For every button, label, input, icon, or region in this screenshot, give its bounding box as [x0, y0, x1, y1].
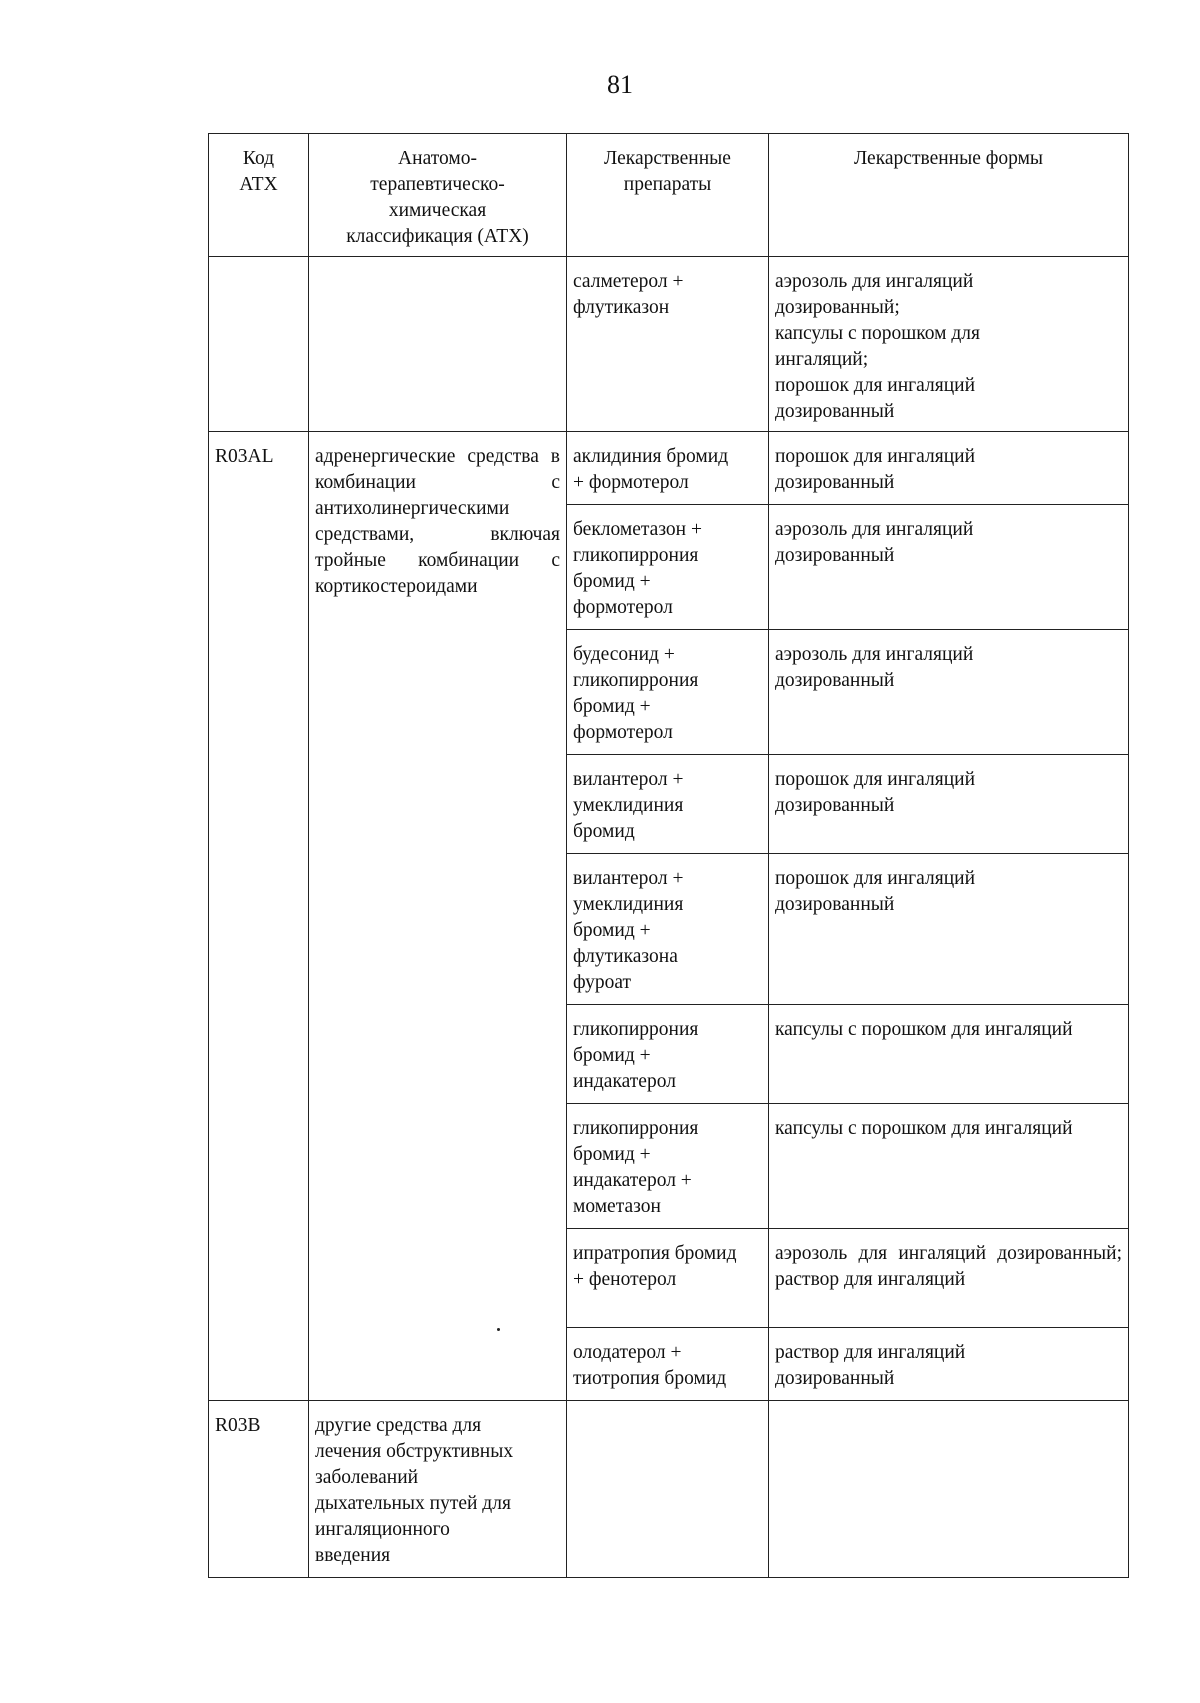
table-row: [209, 432, 1129, 505]
cell-form: порошок для ингаляций дозированный: [769, 432, 1129, 505]
cell-form: аэрозоль для ингаляций дозированный; капсулы с порошком для ингаляций; порошок для ингаляций дозированный: [769, 257, 1129, 432]
cell-drug: аклидиния бромид + формотерол: [567, 432, 769, 505]
header-code: Код АТХ: [209, 134, 309, 257]
cell-drug: [567, 1401, 769, 1578]
cell-form: аэрозоль для ингаляций дозированный; раствор для ингаляций: [769, 1229, 1129, 1328]
cell-code: R03AL: [209, 432, 309, 1401]
header-classification: Анатомо- терапевтическо- химическая классификация (АТХ): [309, 134, 567, 257]
table-header-row: [209, 134, 1129, 257]
cell-code: R03B: [209, 1401, 309, 1578]
cell-classification: [309, 257, 567, 432]
cell-form: капсулы с порошком для ингаляций: [769, 1104, 1129, 1229]
cell-form: аэрозоль для ингаляций дозированный: [769, 630, 1129, 755]
stray-dot-mark: [497, 1328, 500, 1331]
cell-form: порошок для ингаляций дозированный: [769, 755, 1129, 854]
header-drugs: Лекарственные препараты: [567, 134, 769, 257]
cell-drug: олодатерол + тиотропия бромид: [567, 1328, 769, 1401]
cell-form: аэрозоль для ингаляций дозированный: [769, 505, 1129, 630]
page-number: 81: [607, 70, 633, 99]
cell-form: раствор для ингаляций дозированный: [769, 1328, 1129, 1401]
cell-drug: вилантерол + умеклидиния бромид: [567, 755, 769, 854]
cell-code: [209, 257, 309, 432]
table-row: [209, 257, 1129, 432]
cell-drug: беклометазон + гликопиррония бромид + формотерол: [567, 505, 769, 630]
cell-drug: салметерол + флутиказон: [567, 257, 769, 432]
cell-form: капсулы с порошком для ингаляций: [769, 1005, 1129, 1104]
header-forms: Лекарственные формы: [769, 134, 1129, 257]
cell-drug: гликопиррония бромид + индакатерол + мометазон: [567, 1104, 769, 1229]
cell-classification: другие средства для лечения обструктивных заболеваний дыхательных путей для ингаляционного введения: [309, 1401, 567, 1578]
cell-drug: ипратропия бромид + фенотерол: [567, 1229, 769, 1328]
cell-drug: гликопиррония бромид + индакатерол: [567, 1005, 769, 1104]
cell-classification: адренергические средства в комбинации с антихолинергическими средствами, включая тройные комбинации с кортикостероидами: [309, 432, 567, 1401]
cell-form: [769, 1401, 1129, 1578]
atx-table: [208, 133, 1129, 1578]
cell-form: порошок для ингаляций дозированный: [769, 854, 1129, 1005]
cell-drug: будесонид + гликопиррония бромид + формотерол: [567, 630, 769, 755]
table-row: [209, 1401, 1129, 1578]
cell-drug: вилантерол + умеклидиния бромид + флутиказона фуроат: [567, 854, 769, 1005]
